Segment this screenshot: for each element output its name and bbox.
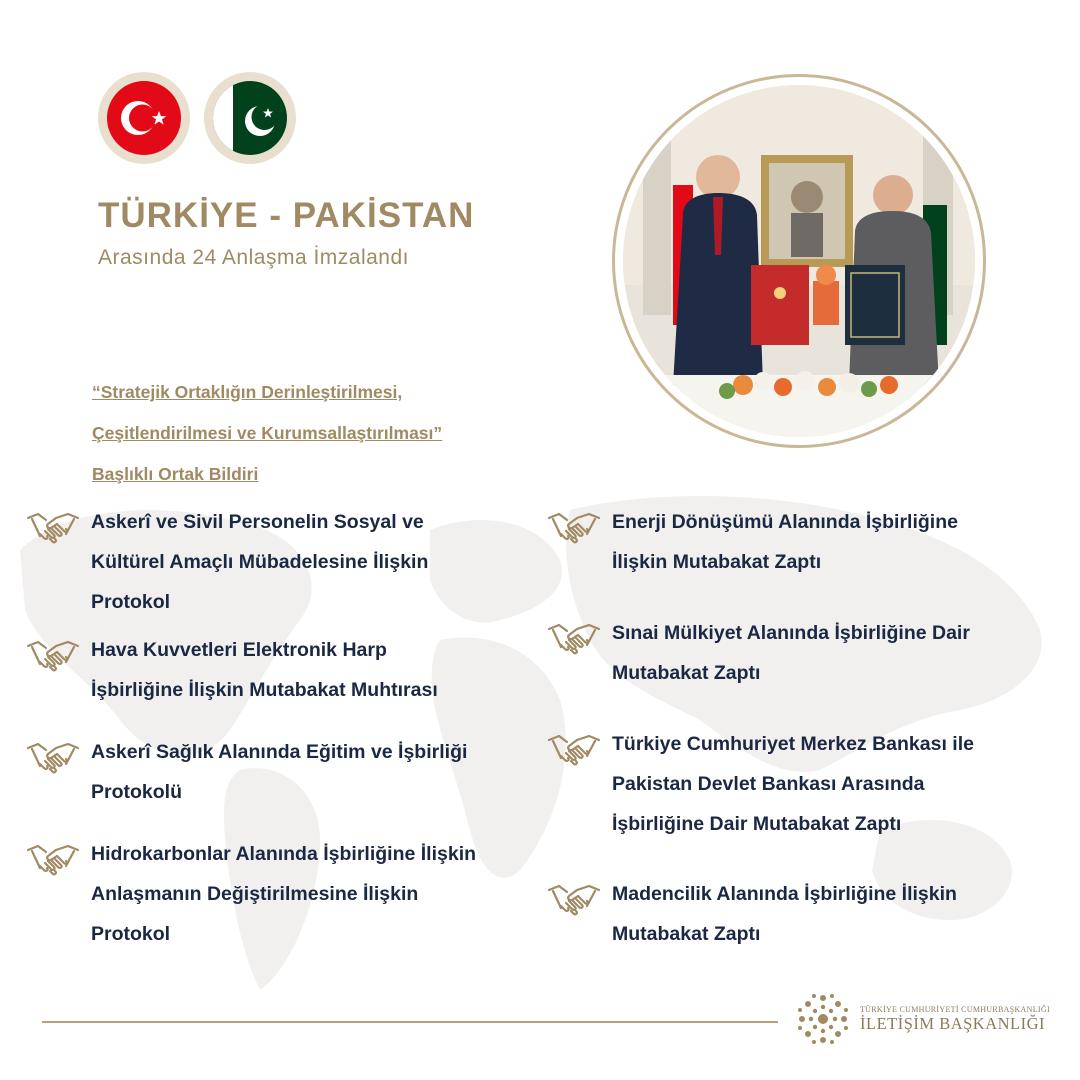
agreement-line: Mutabakat Zaptı (612, 923, 761, 945)
agreement-text (91, 630, 438, 710)
agreement-text (91, 834, 476, 954)
agreement-line: Mutabakat Zaptı (612, 662, 761, 684)
handshake-icon (547, 506, 601, 546)
agreement-line: Askerî Sağlık Alanında Eğitim ve İşbirliği (91, 741, 468, 763)
agreement-text (612, 874, 957, 954)
agreement-line: Kültürel Amaçlı Mübadelesine İlişkin (91, 551, 429, 573)
agreement-text (612, 502, 958, 582)
handshake-icon (547, 617, 601, 657)
handshake-icon (547, 878, 601, 918)
agreement-text (612, 613, 970, 693)
agreement-line: Pakistan Devlet Bankası Arasında (612, 773, 925, 795)
signing-ceremony-photo (623, 85, 975, 437)
agreement-line: Hava Kuvvetleri Elektronik Harp (91, 639, 387, 661)
agreement-line: Enerji Dönüşümü Alanında İşbirliğine (612, 511, 958, 533)
statement-line: Başlıklı Ortak Bildiri (92, 464, 259, 484)
agreement-line: İşbirliğine Dair Mutabakat Zaptı (612, 813, 902, 835)
handshake-icon (547, 728, 601, 768)
page-title: TÜRKİYE - PAKİSTAN (98, 196, 475, 235)
logo-title: İLETİŞİM BAŞKANLIĞI (860, 1014, 1046, 1033)
agreement-text (612, 724, 974, 844)
statement-line: “Stratejik Ortaklığın Derinleştirilmesi, (92, 382, 403, 402)
handshake-icon (26, 634, 80, 674)
agreement-line: Anlaşmanın Değiştirilmesine İlişkin (91, 883, 419, 905)
joint-statement-title (92, 372, 532, 495)
agreement-line: İşbirliğine İlişkin Mutabakat Muhtırası (91, 679, 438, 701)
agreement-line: Protokol (91, 923, 171, 945)
handshake-icon (26, 736, 80, 776)
footer-divider (42, 1021, 778, 1023)
turkey-flag-icon (107, 81, 181, 155)
agreement-line: İlişkin Mutabakat Zaptı (612, 551, 822, 573)
agreement-line: Hidrokarbonlar Alanında İşbirliğine İlişkin (91, 843, 477, 865)
handshake-icon (26, 506, 80, 546)
agreement-line: Türkiye Cumhuriyet Merkez Bankası ile (612, 733, 974, 755)
photo-frame (612, 74, 986, 448)
agreement-text (91, 732, 467, 812)
page-subtitle: Arasında 24 Anlaşma İmzalandı (98, 246, 410, 269)
handshake-icon (26, 838, 80, 878)
pakistan-flag-icon (213, 81, 287, 155)
iletisim-baskanligi-logo-icon (796, 992, 850, 1046)
agreement-line: Protokolü (91, 781, 182, 803)
agreement-line: Madencilik Alanında İşbirliğine İlişkin (612, 883, 957, 905)
agreement-line: Protokol (91, 591, 171, 613)
agreement-line: Sınai Mülkiyet Alanında İşbirliğine Dair (612, 622, 970, 644)
agreement-line: Askerî ve Sivil Personelin Sosyal ve (91, 511, 424, 533)
turkey-flag-badge (98, 72, 190, 164)
statement-line: Çeşitlendirilmesi ve Kurumsallaştırılması” (92, 423, 443, 443)
agreement-text (91, 502, 428, 622)
pakistan-flag-badge (204, 72, 296, 164)
logo-subtitle: TÜRKİYE CUMHURİYETİ CUMHURBAŞKANLIĞI (860, 1005, 1050, 1014)
